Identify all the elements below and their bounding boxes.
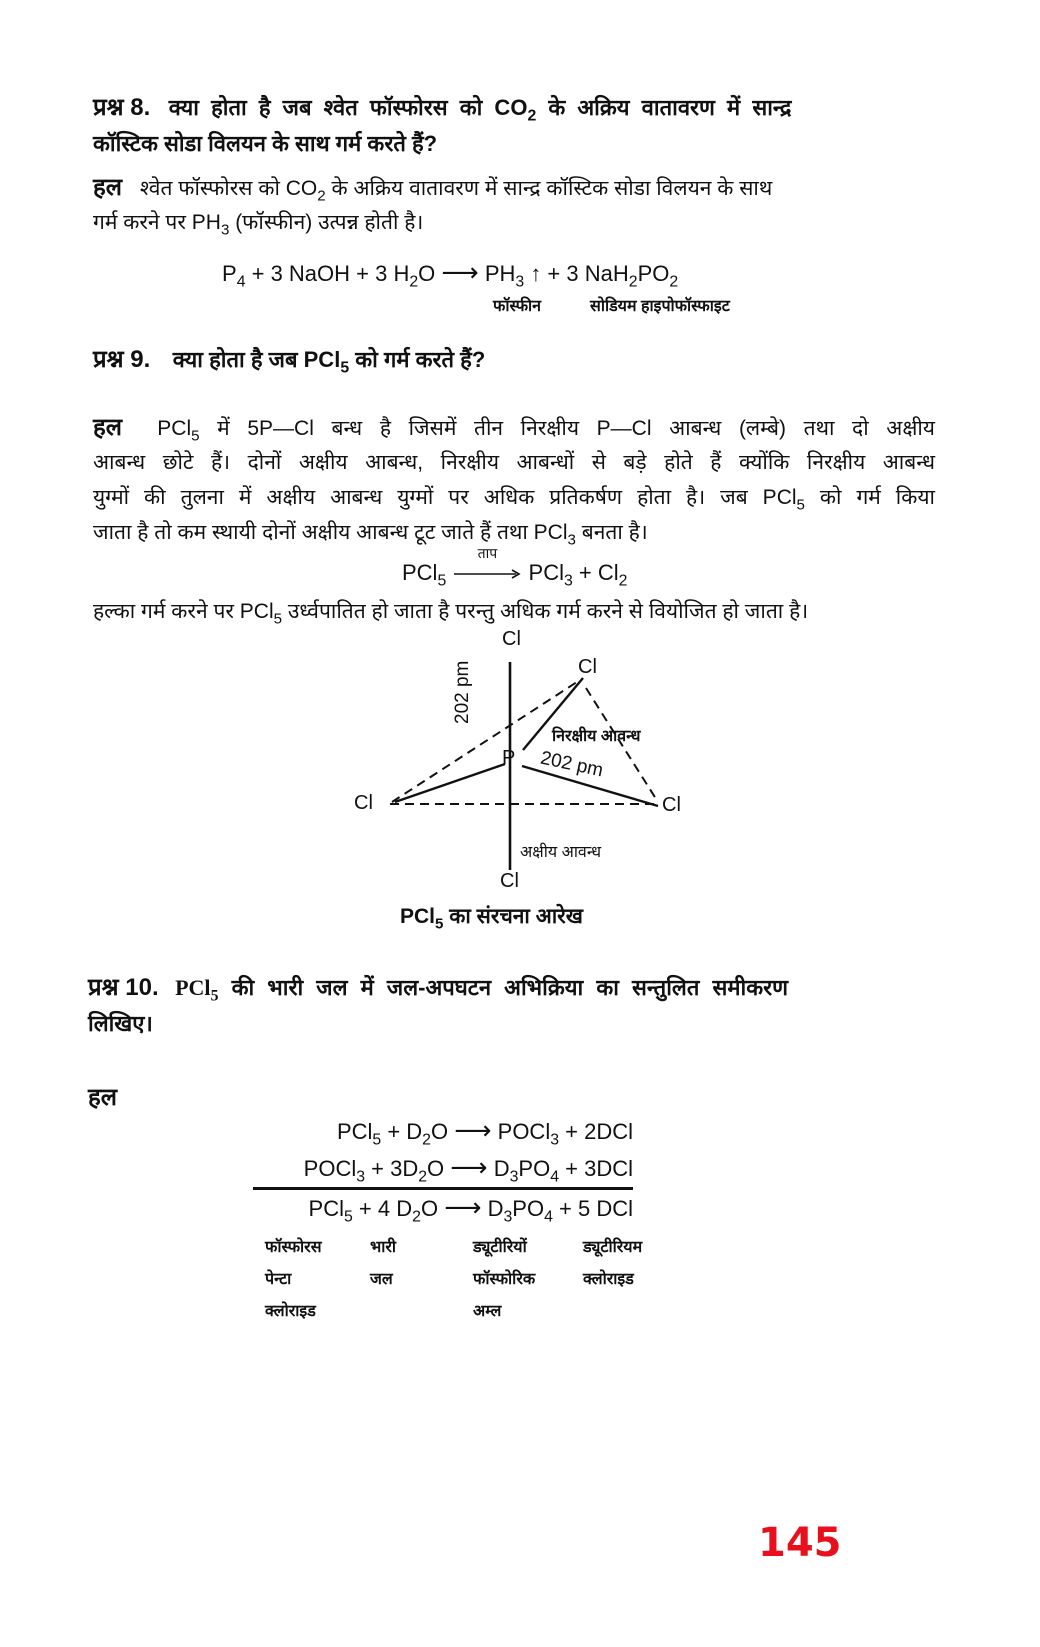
question-10-line-1 [88, 970, 938, 1003]
label-phosphine: फॉस्फीन [493, 298, 542, 315]
hydrolysis-equation-net: PCl$_5$ + 4 $D_2O$ ⟶ $D_3PO_4 + 5$ DCl [308, 1192, 633, 1226]
sublimation-note: हल्का गर्म करने पर PCl$_5$ उर्ध्वपातित हो जाता है परन्तु अधिक गर्म करने से वियोजित हो जाता है। [93, 600, 809, 628]
question-8-text: क्या होता है जब श्वेत फॉस्फोरस को $CO_2$ के अक्रिय वातावरण में सान्द्र [168, 95, 792, 125]
pcl5-decomposition-equation: PCl$_5$ ताप $PCl_3 + Cl_2$ [402, 545, 628, 590]
answer-9-line: हल PCl$_5$ में 5P—Cl बन्ध है जिसमें तीन निरक्षीय P—Cl आबन्ध (लम्बे) तथा दो अक्षीय [93, 414, 935, 445]
answer-9-paragraph [93, 410, 935, 550]
question-8-line-1 [93, 90, 935, 123]
atom-p-central: P [502, 747, 516, 769]
atom-cl-equatorial-right: Cl [662, 794, 681, 816]
answer-10-label: हल [88, 1084, 118, 1111]
atom-cl-equatorial-back: Cl [578, 656, 597, 678]
name-heavy-water: भारी जल [370, 1239, 397, 1288]
answer-8-line-1: हल श्वेत फॉस्फोरस को $CO_2$ के अक्रिय वातावरण में सान्द्र कॉस्टिक सोडा विलयन के साथ [93, 174, 773, 205]
answer-9-line: युग्मों की तुलना में अक्षीय आबन्ध युग्मों पर अधिक प्रतिकर्षण होता है। जब PCl$_5$ को गर्म किया [93, 486, 935, 514]
name-phosphorus-pentachloride: फॉस्फोरस पेन्टा क्लोराइड [265, 1239, 322, 1320]
diagram-caption: PCl$_5$ का संरचना आरेख [400, 905, 583, 933]
reaction-arrow: ⟶ [441, 257, 479, 287]
hydrolysis-equation-1: $PCl_5 + D_2O$ ⟶ POCl$_3$ + 2DCl [336, 1115, 633, 1149]
axial-length-label: 202 pm [452, 660, 473, 724]
question-8-line-2: कॉस्टिक सोडा विलयन के साथ गर्म करते हैं? [93, 131, 438, 156]
answer-9-label: हल [93, 414, 123, 441]
atom-cl-axial-bottom: Cl [500, 870, 519, 892]
name-deuterio-phosphoric-acid: ड्यूटीरियों फॉस्फोरिक अम्ल [473, 1239, 536, 1320]
equatorial-bond-label: निरक्षीय आवन्ध [552, 728, 641, 745]
question-10-label: प्रश्न 10. [88, 974, 159, 1001]
answer-9-line: आबन्ध छोटे हैं। दोनों अक्षीय आबन्ध, निरक्षीय आबन्धों से बड़े होते हैं क्योंकि निरक्षीय आबन्ध [93, 451, 935, 474]
atom-cl-equatorial-left: Cl [354, 792, 373, 814]
question-9 [93, 342, 485, 375]
question-9-text: क्या होता है जब PCl$_5$ को गर्म करते हैं? [172, 347, 486, 377]
question-8-label: प्रश्न 8. [93, 94, 151, 121]
heat-arrow: ताप [452, 560, 522, 586]
name-deuterium-chloride: ड्यूटीरियम क्लोराइड [583, 1239, 643, 1288]
atom-cl-axial-top: Cl [502, 628, 521, 650]
question-10-line-2: लिखिए। [88, 1011, 153, 1036]
equatorial-length-label: 202 pm [538, 747, 605, 782]
pcl5-structure-diagram [340, 620, 700, 900]
answer-8-label: हल [93, 174, 123, 201]
answer-9-line: जाता है तो कम स्थायी दोनों अक्षीय आबन्ध टूट जाते हैं तथा PCl$_3$ बनता है। [93, 521, 648, 549]
page-number: 145 [758, 1520, 842, 1566]
label-sodium-hypophosphite: सोडियम हाइपोफॉस्फाइट [590, 298, 730, 315]
question-10-text: PCl$_5$ की भारी जल में जल-अपघटन अभिक्रिया का सन्तुलित समीकरण [175, 975, 789, 1005]
answer-8-line-2: गर्म करने पर $PH_3$ (फॉस्फीन) उत्पन्न होती है। [93, 211, 424, 239]
hydrolysis-equation-2: POCl$_3$ + $3D_2O$ ⟶ $D_3PO_4 + 3DCl$ [303, 1152, 633, 1186]
axial-bond-label: अक्षीय आवन्ध [520, 844, 602, 861]
phosphine-equation: $P_4 + 3$ NaOH + 3 $H_2O$ ⟶ $PH_3$ ↑ + 3 $NaH_2PO_2$ [222, 257, 679, 291]
sum-line [253, 1187, 633, 1190]
question-9-label: प्रश्न 9. [93, 346, 151, 373]
